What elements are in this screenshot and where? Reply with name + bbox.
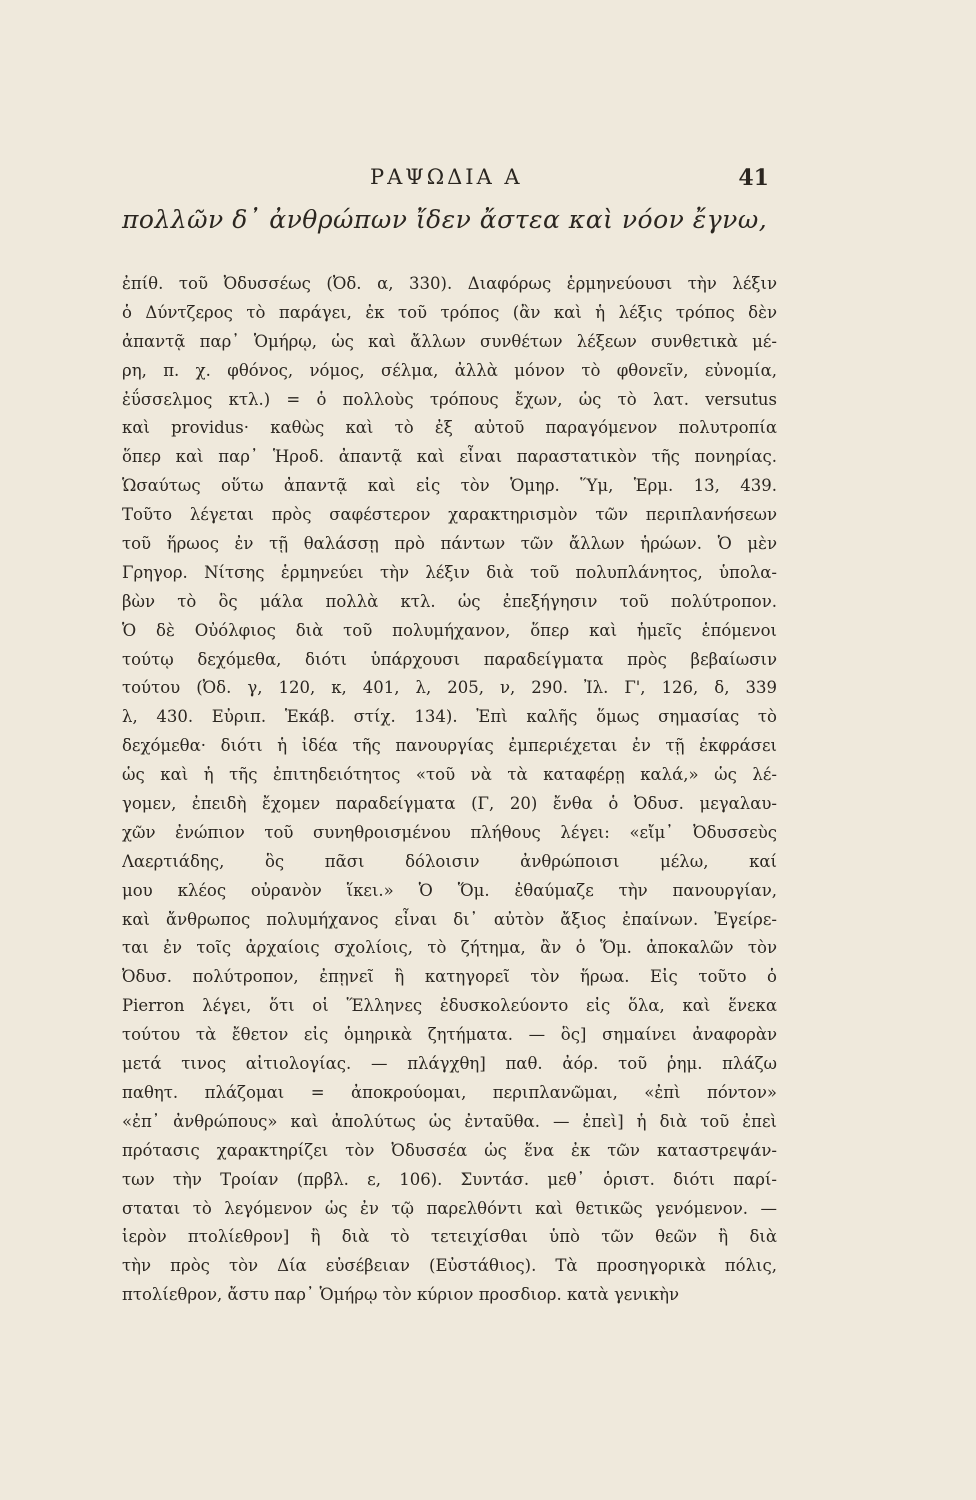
- page-header: [0, 165, 976, 195]
- commentary-line: μετά τινος αἰτιολογίας. — πλάγχθη] παθ. ἀόρ. τοῦ ῥημ. πλάζω: [122, 1054, 777, 1074]
- commentary-line: τούτου (Ὀδ. γ, 120, κ, 401, λ, 205, ν, 290. Ἰλ. Γ', 126, δ, 339: [122, 678, 777, 698]
- commentary-line: τούτῳ δεχόμεθα, διότι ὑπάρχουσι παραδείγματα πρὸς βεβαίωσιν: [122, 649, 777, 669]
- commentary-line: ἐπίθ. τοῦ Ὀδυσσέως (Ὀδ. α, 330). Διαφόρως ἑρμηνεύουσι τὴν λέξιν: [122, 274, 777, 293]
- commentary-line: χῶν ἐνώπιον τοῦ συνηθροισμένου πλήθους λέγει: «εἴμ᾽ Ὀδυσσεὺς: [122, 822, 777, 842]
- commentary-line: ὅπερ καὶ παρ᾽ Ἡροδ. ἀπαντᾷ καὶ εἶναι παραστατικὸν τῆς πονηρίας.: [122, 447, 777, 467]
- commentary-line: μου κλέος οὐρανὸν ἵκει.» Ὁ Ὅμ. ἐθαύμαζε τὴν πανουργίαν,: [122, 880, 777, 900]
- commentary-line: Ὁ δὲ Οὐόλφιος διὰ τοῦ πολυμήχανον, ὅπερ καὶ ἡμεῖς ἑπόμενοι: [122, 620, 777, 640]
- commentary-line: Pierron λέγει, ὅτι οἱ Ἕλληνες ἐδυσκολεύοντο εἰς ὅλα, καὶ ἕνεκα: [122, 996, 777, 1016]
- commentary-line: παθητ. πλάζομαι = ἀποκρούομαι, περιπλανῶμαι, «ἐπὶ πόντον»: [122, 1082, 777, 1102]
- commentary-line: ρη, π. χ. φθόνος, νόμος, σέλμα, ἀλλὰ μόνον τὸ φθονεῖν, εὐνομία,: [122, 360, 777, 380]
- commentary-line: τούτου τὰ ἔθετον εἰς ὁμηρικὰ ζητήματα. — ὃς] σημαίνει ἀναφορὰν: [122, 1025, 777, 1045]
- commentary-line: ὡς καὶ ἡ τῆς ἐπιτηδειότητος «τοῦ νὰ τὰ καταφέρῃ καλά,» ὡς λέ-: [122, 765, 777, 785]
- commentary-line: πτολίεθρον, ἄστυ παρ᾽ Ὁμήρῳ τὸν κύριον προσδιορ. κατὰ γενικὴν: [122, 1285, 680, 1305]
- commentary-line: των τὴν Τροίαν (πρβλ. ε, 106). Συντάσ. μεθ᾽ ὁριστ. διότι παρί-: [122, 1169, 777, 1189]
- commentary-line: ἐΰσσελμος κτλ.) = ὁ πολλοὺς τρόπους ἔχων, ὡς τὸ λατ. versutus: [122, 389, 777, 409]
- commentary-line: Γρηγορ. Νίτσης ἑρμηνεύει τὴν λέξιν διὰ τοῦ πολυπλάνητος, ὑπολα-: [122, 562, 777, 582]
- commentary-line: «ἐπ᾽ ἀνθρώπους» καὶ ἀπολύτως ὡς ἐνταῦθα. — ἐπεὶ] ἡ διὰ τοῦ ἐπεὶ: [122, 1111, 777, 1131]
- commentary-text: [122, 270, 777, 1310]
- commentary-line: ται ἐν τοῖς ἀρχαίοις σχολίοις, τὸ ζήτημα, ἂν ὁ Ὅμ. ἀποκαλῶν τὸν: [122, 938, 777, 958]
- commentary-line: ὁ Δύντζερος τὸ παράγει, ἐκ τοῦ τρόπος (ἂν καὶ ἡ λέξις τρόπος δὲν: [122, 302, 777, 322]
- commentary-line: καὶ ἄνθρωπος πολυμήχανος εἶναι δι᾽ αὐτὸν ἄξιος ἐπαίνων. Ἐγείρε-: [122, 909, 777, 929]
- commentary-line: Λαερτιάδης, ὃς πᾶσι δόλοισιν ἀνθρώποισι μέλω, καί: [122, 851, 777, 871]
- commentary-line: Τοῦτο λέγεται πρὸς σαφέστερον χαρακτηρισμὸν τῶν περιπλανήσεων: [122, 505, 777, 525]
- commentary-line: βὼν τὸ ὃς μάλα πολλὰ κτλ. ὡς ἐπεξήγησιν τοῦ πολύτροπον.: [122, 591, 777, 611]
- running-title: ΡΑΨΩΔΙΑ Α: [370, 165, 523, 189]
- commentary-line: Ὡσαύτως οὕτω ἀπαντᾷ καὶ εἰς τὸν Ὁμηρ. Ὕμ, Ἑρμ. 13, 439.: [122, 476, 777, 496]
- commentary-line: ἱερὸν πτολίεθρον] ἢ διὰ τὸ τετειχίσθαι ὑπὸ τῶν θεῶν ἢ διὰ: [122, 1227, 777, 1247]
- commentary-line: τὴν πρὸς τὸν Δία εὐσέβειαν (Εὐστάθιος). Τὰ προσηγορικὰ πόλις,: [122, 1256, 777, 1276]
- page-number: 41: [738, 165, 769, 191]
- commentary-line: δεχόμεθα· διότι ἡ ἰδέα τῆς πανουργίας ἐμπεριέχεται ἐν τῇ ἐκφράσει: [122, 736, 777, 756]
- verse-line: πολλῶν δ᾽ ἀνθρώπων ἴδεν ἄστεα καὶ νόον ἔγνω,: [122, 205, 768, 234]
- commentary-line: Ὀδυσ. πολύτροπον, ἐπῃνεῖ ἢ κατηγορεῖ τὸν ἥρωα. Εἰς τοῦτο ὁ: [122, 967, 777, 987]
- commentary-line: τοῦ ἥρωος ἐν τῇ θαλάσσῃ πρὸ πάντων τῶν ἄλλων ἡρώων. Ὁ μὲν: [122, 534, 777, 554]
- commentary-line: ἀπαντᾷ παρ᾽ Ὁμήρῳ, ὡς καὶ ἄλλων συνθέτων λέξεων συνθετικὰ μέ-: [122, 331, 777, 351]
- commentary-line: γομεν, ἐπειδὴ ἔχομεν παραδείγματα (Γ, 20) ἔνθα ὁ Ὀδυσ. μεγαλαυ-: [122, 794, 777, 814]
- commentary-line: σταται τὸ λεγόμενον ὡς ἐν τῷ παρελθόντι καὶ θετικῶς γενόμενον. —: [122, 1198, 777, 1218]
- commentary-line: πρότασις χαρακτηρίζει τὸν Ὀδυσσέα ὡς ἕνα ἐκ τῶν καταστρεψάν-: [122, 1140, 777, 1160]
- commentary-line: λ, 430. Εὐριπ. Ἑκάβ. στίχ. 134). Ἐπὶ καλῆς ὅμως σημασίας τὸ: [122, 707, 777, 727]
- commentary-line: καὶ providus· καθὼς καὶ τὸ ἐξ αὐτοῦ παραγόμενον πολυτροπία: [122, 418, 777, 438]
